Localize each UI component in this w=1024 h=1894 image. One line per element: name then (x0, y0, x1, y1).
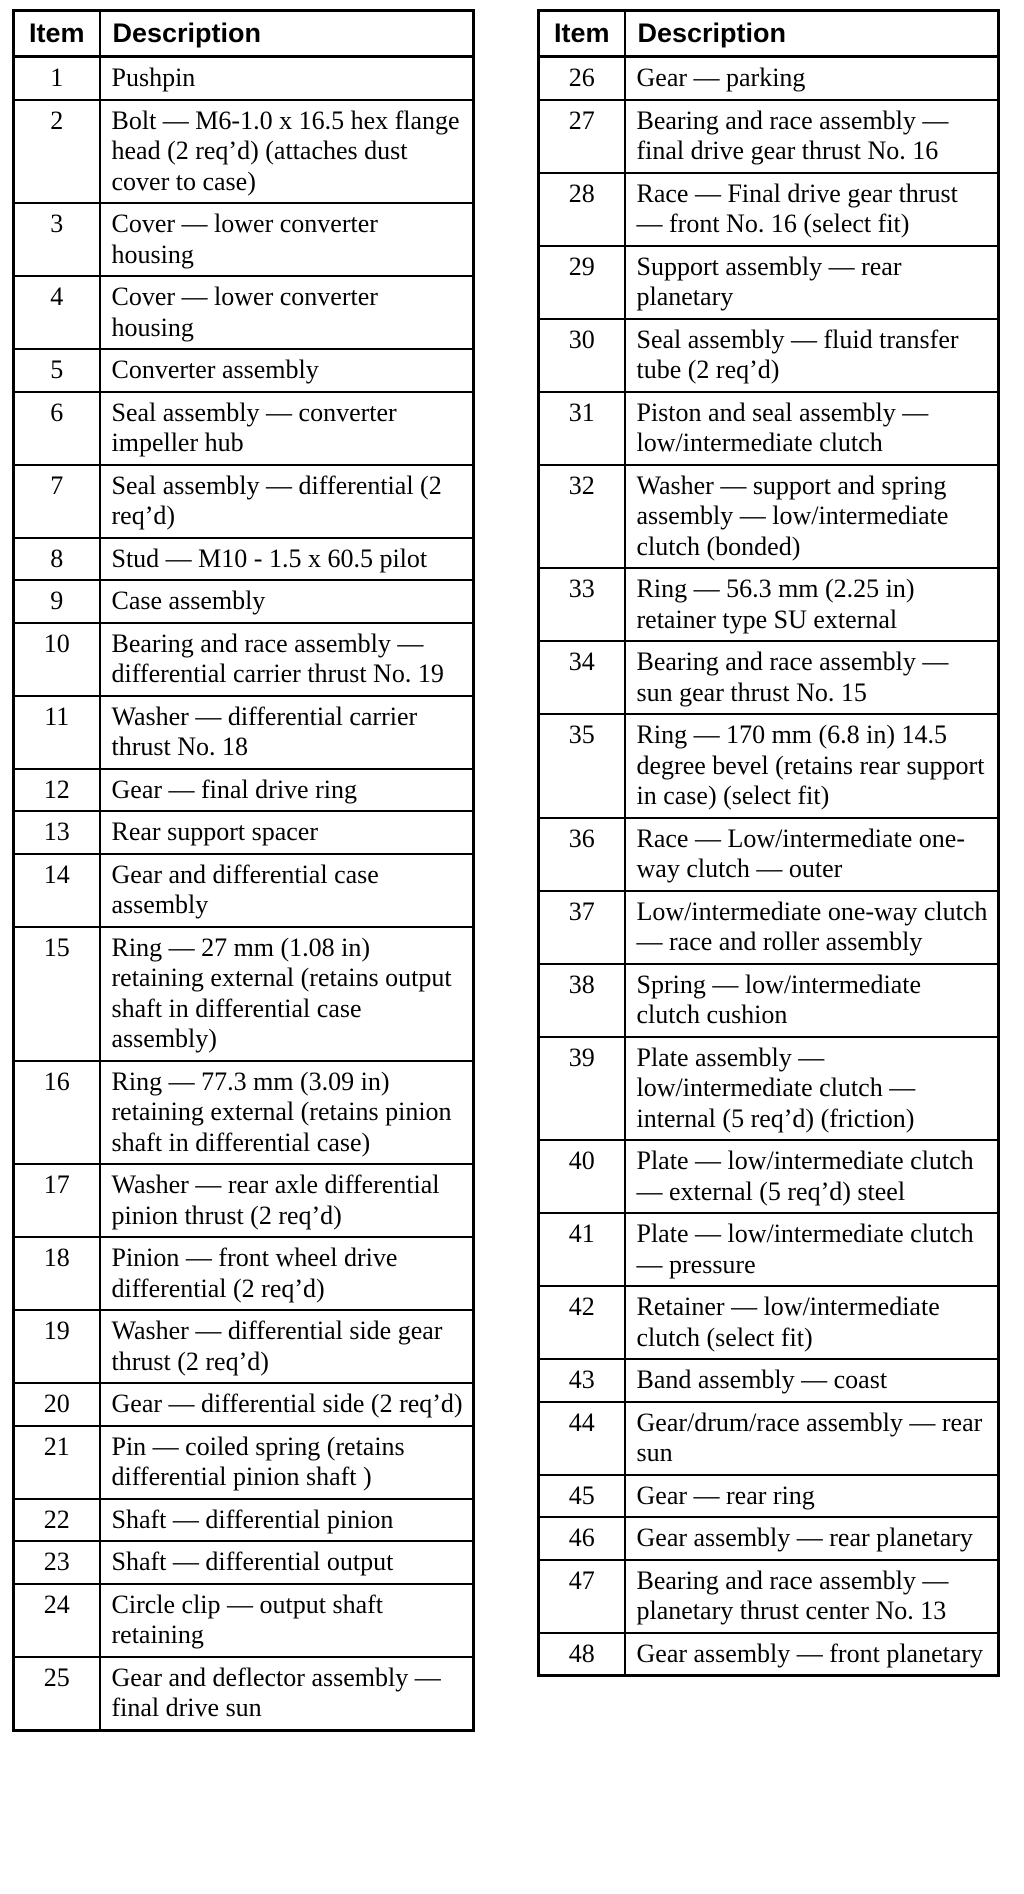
description-cell: Ring — 77.3 mm (3.09 in) retaining external (retains pinion shaft in differential case) (100, 1061, 474, 1165)
description-cell: Race — Low/intermediate one-way clutch — outer (625, 818, 999, 891)
table-row (14, 1657, 474, 1731)
table-row (14, 538, 474, 581)
table-row (539, 1140, 999, 1213)
table-row (14, 1584, 474, 1657)
description-cell: Stud — M10 - 1.5 x 60.5 pilot (100, 538, 474, 581)
item-number-cell: 32 (539, 465, 625, 569)
description-cell: Gear and deflector assembly — final drive sun (100, 1657, 474, 1731)
item-number-cell: 27 (539, 100, 625, 173)
item-number-cell: 25 (14, 1657, 100, 1731)
table-row (539, 392, 999, 465)
table-row (539, 1402, 999, 1475)
table-row (14, 57, 474, 100)
description-cell: Case assembly (100, 580, 474, 623)
table-row (539, 641, 999, 714)
item-number-cell: 23 (14, 1541, 100, 1584)
table-row (539, 1475, 999, 1518)
item-number-cell: 21 (14, 1426, 100, 1499)
description-cell: Cover — lower converter housing (100, 203, 474, 276)
description-cell: Bearing and race assembly — final drive gear thrust No. 16 (625, 100, 999, 173)
description-cell: Cover — lower converter housing (100, 276, 474, 349)
item-number-cell: 24 (14, 1584, 100, 1657)
description-cell: Support assembly — rear planetary (625, 246, 999, 319)
item-number-cell: 34 (539, 641, 625, 714)
table-row (14, 276, 474, 349)
table-row (539, 568, 999, 641)
table-row (539, 246, 999, 319)
item-column-header: Item (14, 11, 100, 57)
item-number-cell: 29 (539, 246, 625, 319)
parts-table-left (12, 9, 475, 1732)
description-cell: Bolt — M6-1.0 x 16.5 hex flange head (2 req’d) (attaches dust cover to case) (100, 100, 474, 204)
item-number-cell: 42 (539, 1286, 625, 1359)
item-number-cell: 38 (539, 964, 625, 1037)
table-row (14, 100, 474, 204)
item-number-cell: 1 (14, 57, 100, 100)
item-number-cell: 11 (14, 696, 100, 769)
description-cell: Ring — 56.3 mm (2.25 in) retainer type SU external (625, 568, 999, 641)
table-row (14, 769, 474, 812)
table-row (539, 1517, 999, 1560)
parts-table-right (537, 9, 1000, 1677)
description-cell: Pin — coiled spring (retains differential pinion shaft ) (100, 1426, 474, 1499)
table-row (539, 100, 999, 173)
description-cell: Bearing and race assembly — differential carrier thrust No. 19 (100, 623, 474, 696)
table-row (539, 57, 999, 100)
item-number-cell: 10 (14, 623, 100, 696)
table-row (14, 392, 474, 465)
item-number-cell: 15 (14, 927, 100, 1061)
description-cell: Plate assembly — low/intermediate clutch — internal (5 req’d) (friction) (625, 1037, 999, 1141)
item-number-cell: 3 (14, 203, 100, 276)
description-column-header: Description (625, 11, 999, 57)
table-row (539, 1213, 999, 1286)
description-cell: Gear — parking (625, 57, 999, 100)
description-cell: Bearing and race assembly — sun gear thrust No. 15 (625, 641, 999, 714)
table-row (14, 203, 474, 276)
description-cell: Washer — differential side gear thrust (2 req’d) (100, 1310, 474, 1383)
table-row (14, 1061, 474, 1165)
item-number-cell: 14 (14, 854, 100, 927)
table-row (539, 818, 999, 891)
description-cell: Shaft — differential pinion (100, 1499, 474, 1542)
table-row (14, 1237, 474, 1310)
item-number-cell: 2 (14, 100, 100, 204)
table-row (539, 465, 999, 569)
item-number-cell: 9 (14, 580, 100, 623)
table-row (14, 465, 474, 538)
item-number-cell: 6 (14, 392, 100, 465)
description-cell: Circle clip — output shaft retaining (100, 1584, 474, 1657)
item-number-cell: 22 (14, 1499, 100, 1542)
description-cell: Gear — differential side (2 req’d) (100, 1383, 474, 1426)
parts-table-right-body (539, 57, 999, 1676)
table-row (539, 173, 999, 246)
description-cell: Pinion — front wheel drive differential (2 req’d) (100, 1237, 474, 1310)
description-cell: Gear assembly — rear planetary (625, 1517, 999, 1560)
item-number-cell: 43 (539, 1359, 625, 1402)
table-row (14, 1164, 474, 1237)
description-cell: Pushpin (100, 57, 474, 100)
item-number-cell: 17 (14, 1164, 100, 1237)
description-cell: Washer — differential carrier thrust No. 18 (100, 696, 474, 769)
item-number-cell: 13 (14, 811, 100, 854)
item-number-cell: 18 (14, 1237, 100, 1310)
item-number-cell: 8 (14, 538, 100, 581)
description-cell: Retainer — low/intermediate clutch (select fit) (625, 1286, 999, 1359)
item-number-cell: 5 (14, 349, 100, 392)
item-number-cell: 16 (14, 1061, 100, 1165)
table-row (14, 580, 474, 623)
description-cell: Converter assembly (100, 349, 474, 392)
item-number-cell: 45 (539, 1475, 625, 1518)
item-number-cell: 28 (539, 173, 625, 246)
item-number-cell: 37 (539, 891, 625, 964)
description-cell: Ring — 27 mm (1.08 in) retaining external (retains output shaft in differential case assembly) (100, 927, 474, 1061)
table-row (539, 1037, 999, 1141)
item-number-cell: 40 (539, 1140, 625, 1213)
description-cell: Spring — low/intermediate clutch cushion (625, 964, 999, 1037)
item-number-cell: 12 (14, 769, 100, 812)
description-cell: Ring — 170 mm (6.8 in) 14.5 degree bevel (retains rear support in case) (select fit) (625, 714, 999, 818)
description-cell: Low/intermediate one-way clutch — race and roller assembly (625, 891, 999, 964)
table-row (14, 854, 474, 927)
table-row (539, 319, 999, 392)
table-header-row (539, 11, 999, 57)
description-cell: Seal assembly — converter impeller hub (100, 392, 474, 465)
item-number-cell: 31 (539, 392, 625, 465)
parts-table-left-body (14, 57, 474, 1731)
item-number-cell: 4 (14, 276, 100, 349)
description-cell: Washer — support and spring assembly — low/intermediate clutch (bonded) (625, 465, 999, 569)
description-cell: Gear/drum/race assembly — rear sun (625, 1402, 999, 1475)
table-row (14, 811, 474, 854)
table-row (539, 964, 999, 1037)
table-row (539, 1359, 999, 1402)
item-number-cell: 20 (14, 1383, 100, 1426)
description-cell: Rear support spacer (100, 811, 474, 854)
item-number-cell: 30 (539, 319, 625, 392)
item-number-cell: 33 (539, 568, 625, 641)
description-cell: Gear assembly — front planetary (625, 1633, 999, 1676)
item-number-cell: 26 (539, 57, 625, 100)
table-row (14, 623, 474, 696)
description-column-header: Description (100, 11, 474, 57)
table-row (14, 696, 474, 769)
table-row (539, 1633, 999, 1676)
description-cell: Seal assembly — differential (2 req’d) (100, 465, 474, 538)
description-cell: Shaft — differential output (100, 1541, 474, 1584)
description-cell: Washer — rear axle differential pinion thrust (2 req’d) (100, 1164, 474, 1237)
item-number-cell: 36 (539, 818, 625, 891)
item-number-cell: 47 (539, 1560, 625, 1633)
item-number-cell: 44 (539, 1402, 625, 1475)
description-cell: Band assembly — coast (625, 1359, 999, 1402)
description-cell: Plate — low/intermediate clutch — pressure (625, 1213, 999, 1286)
item-number-cell: 7 (14, 465, 100, 538)
table-row (539, 1560, 999, 1633)
item-number-cell: 39 (539, 1037, 625, 1141)
table-row (539, 714, 999, 818)
item-number-cell: 35 (539, 714, 625, 818)
table-row (539, 1286, 999, 1359)
item-number-cell: 41 (539, 1213, 625, 1286)
description-cell: Plate — low/intermediate clutch — external (5 req’d) steel (625, 1140, 999, 1213)
table-row (14, 1383, 474, 1426)
description-cell: Race — Final drive gear thrust — front No. 16 (select fit) (625, 173, 999, 246)
table-header-row (14, 11, 474, 57)
table-row (14, 1310, 474, 1383)
table-row (14, 927, 474, 1061)
item-number-cell: 46 (539, 1517, 625, 1560)
table-row (14, 1541, 474, 1584)
item-number-cell: 48 (539, 1633, 625, 1676)
item-number-cell: 19 (14, 1310, 100, 1383)
item-column-header: Item (539, 11, 625, 57)
table-row (14, 349, 474, 392)
table-row (539, 891, 999, 964)
description-cell: Bearing and race assembly — planetary thrust center No. 13 (625, 1560, 999, 1633)
description-cell: Gear and differential case assembly (100, 854, 474, 927)
description-cell: Gear — rear ring (625, 1475, 999, 1518)
description-cell: Seal assembly — fluid transfer tube (2 req’d) (625, 319, 999, 392)
table-row (14, 1499, 474, 1542)
description-cell: Piston and seal assembly — low/intermediate clutch (625, 392, 999, 465)
description-cell: Gear — final drive ring (100, 769, 474, 812)
table-row (14, 1426, 474, 1499)
